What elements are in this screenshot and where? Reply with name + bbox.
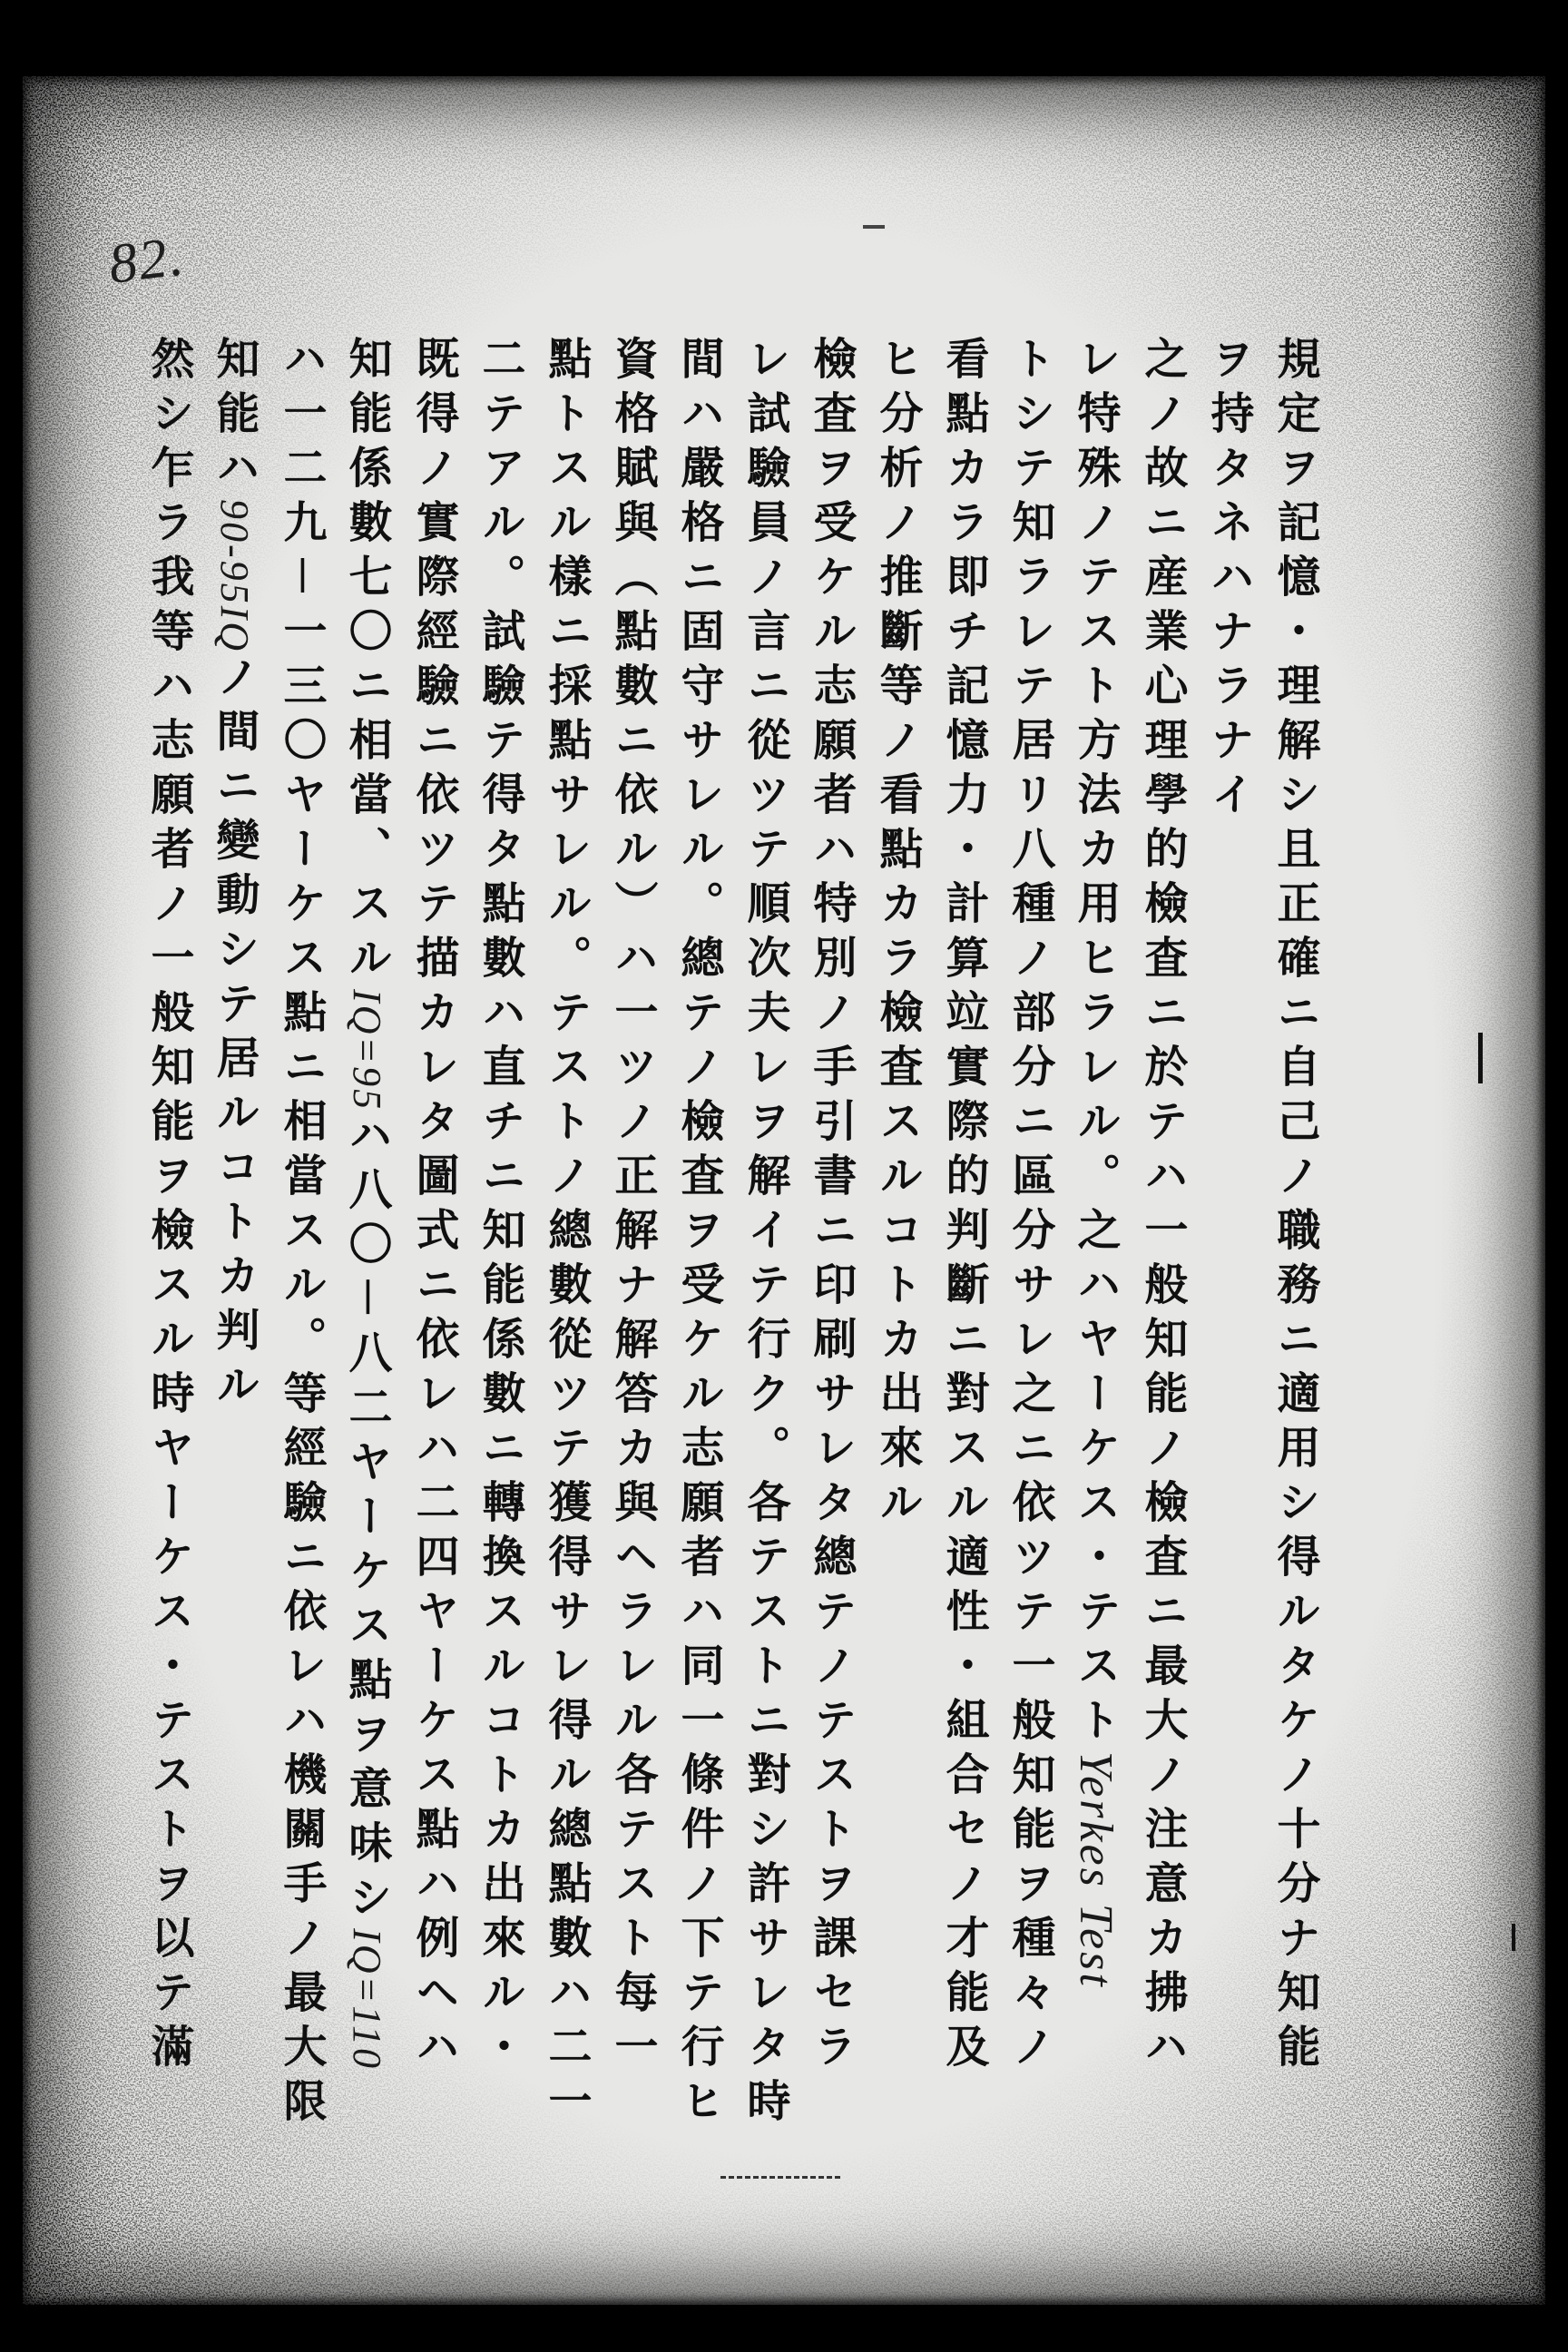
text-column-10 [665, 336, 731, 2278]
handwritten-annotation: Yerkes Test [1070, 1751, 1122, 1989]
column-text: 二テアル。試驗テ得タ點數ハ直チニ知能係數ニ轉換スルコトカ出來ル・ [475, 336, 525, 2078]
text-column-9 [731, 336, 798, 2278]
text-column-5 [996, 336, 1063, 2278]
text-column-17 [201, 336, 268, 2278]
column-text: 間ハ嚴格ニ固守サレル。總テノ檢査ヲ受ケル志願者ハ同一條件ノ下テ行ヒ [673, 336, 724, 2132]
text-column-18 [135, 336, 201, 2278]
column-text: レ特殊ノテスト方法カ用ヒラレル。之ハヤーケス・テスト [1070, 336, 1121, 1751]
document-page [23, 76, 1545, 2305]
column-text: 知能係數七〇ニ相當、スル [341, 336, 392, 989]
text-column-3 [1129, 336, 1195, 2278]
text-column-8 [798, 336, 864, 2278]
text-column-12 [533, 336, 599, 2278]
column-text: 既得ノ實際經驗ニ依ツテ描カレタ圖式ニ依レハ二四ヤーケス點ハ例ヘハ [408, 336, 459, 2078]
column-text: ノ間ニ變動シテ居ルコトカ判ル [209, 653, 260, 1416]
text-column-13 [466, 336, 533, 2278]
column-text: トシテ知ラレテ居リ八種ノ部分ニ區分サレ之ニ依ツテ一般知能ヲ種々ノ [1004, 336, 1055, 2078]
column-text: ヲ持タネハナラナイ [1203, 336, 1254, 826]
text-column-16 [268, 336, 334, 2278]
column-text: 然シ乍ラ我等ハ志願者ノ一般知能ヲ檢スル時ヤーケス・テストヲ以テ滿 [143, 336, 194, 2078]
text-column-15 [334, 336, 400, 2278]
column-text: 規定ヲ記憶・理解シ且正確ニ自己ノ職務ニ適用シ得ルタケノ十分ナ知能 [1269, 336, 1320, 2078]
column-text: 資格賦與（點數ニ依ル）ハ一ツノ正解ナ解答カ與ヘラレル各テスト每一 [607, 336, 658, 2078]
column-text: 之ノ故ニ産業心理學的檢査ニ於テハ一般知能ノ檢査ニ最大ノ注意カ拂ハ [1137, 336, 1188, 2078]
handwritten-annotation: 90-95IQ [212, 499, 257, 654]
column-text: ハ八〇－八二ヤーケス點ヲ意味シ [341, 1112, 392, 1929]
text-column-4 [1063, 336, 1129, 2278]
text-column-1 [1261, 336, 1328, 2278]
text-column-14 [400, 336, 466, 2278]
column-text: 點トスル樣ニ採點サレル。テストノ總數從ツテ獲得サレ得ル總點數ハ二一 [541, 336, 592, 2132]
scan-artifact [1478, 1033, 1483, 1083]
column-text: 檢査ヲ受ケル志願者ハ特別ノ手引書ニ印刷サレタ總テノテストヲ課セラ [806, 336, 857, 2078]
scan-artifact [1512, 1924, 1515, 1951]
handwritten-annotation: IQ=110 [345, 1928, 389, 2071]
column-text: ヒ分析ノ推斷等ノ看點カラ檢査スルコトカ出來ル [872, 336, 923, 1534]
column-text: レ試驗員ノ言ニ從ツテ順次夫レヲ解イテ行ク。各テストニ對シ許サレタ時 [740, 336, 790, 2132]
column-text: ハ一二九－一三〇ヤーケス點ニ相當スル。等經驗ニ依レハ機關手ノ最大限 [276, 336, 327, 2133]
scan-artifact [863, 225, 885, 229]
text-column-7 [864, 336, 930, 2278]
text-column-6 [930, 336, 996, 2278]
vertical-text-body [135, 336, 1328, 2278]
column-text: 看點カラ即チ記憶力・計算竝實際的判斷ニ對スル適性・組合セノ才能及 [938, 336, 989, 2078]
handwritten-annotation: IQ=95 [345, 989, 389, 1112]
text-column-11 [599, 336, 665, 2278]
page-number: 82. [105, 225, 189, 296]
column-text: 知能ハ [209, 336, 260, 499]
text-column-2 [1195, 336, 1261, 2278]
